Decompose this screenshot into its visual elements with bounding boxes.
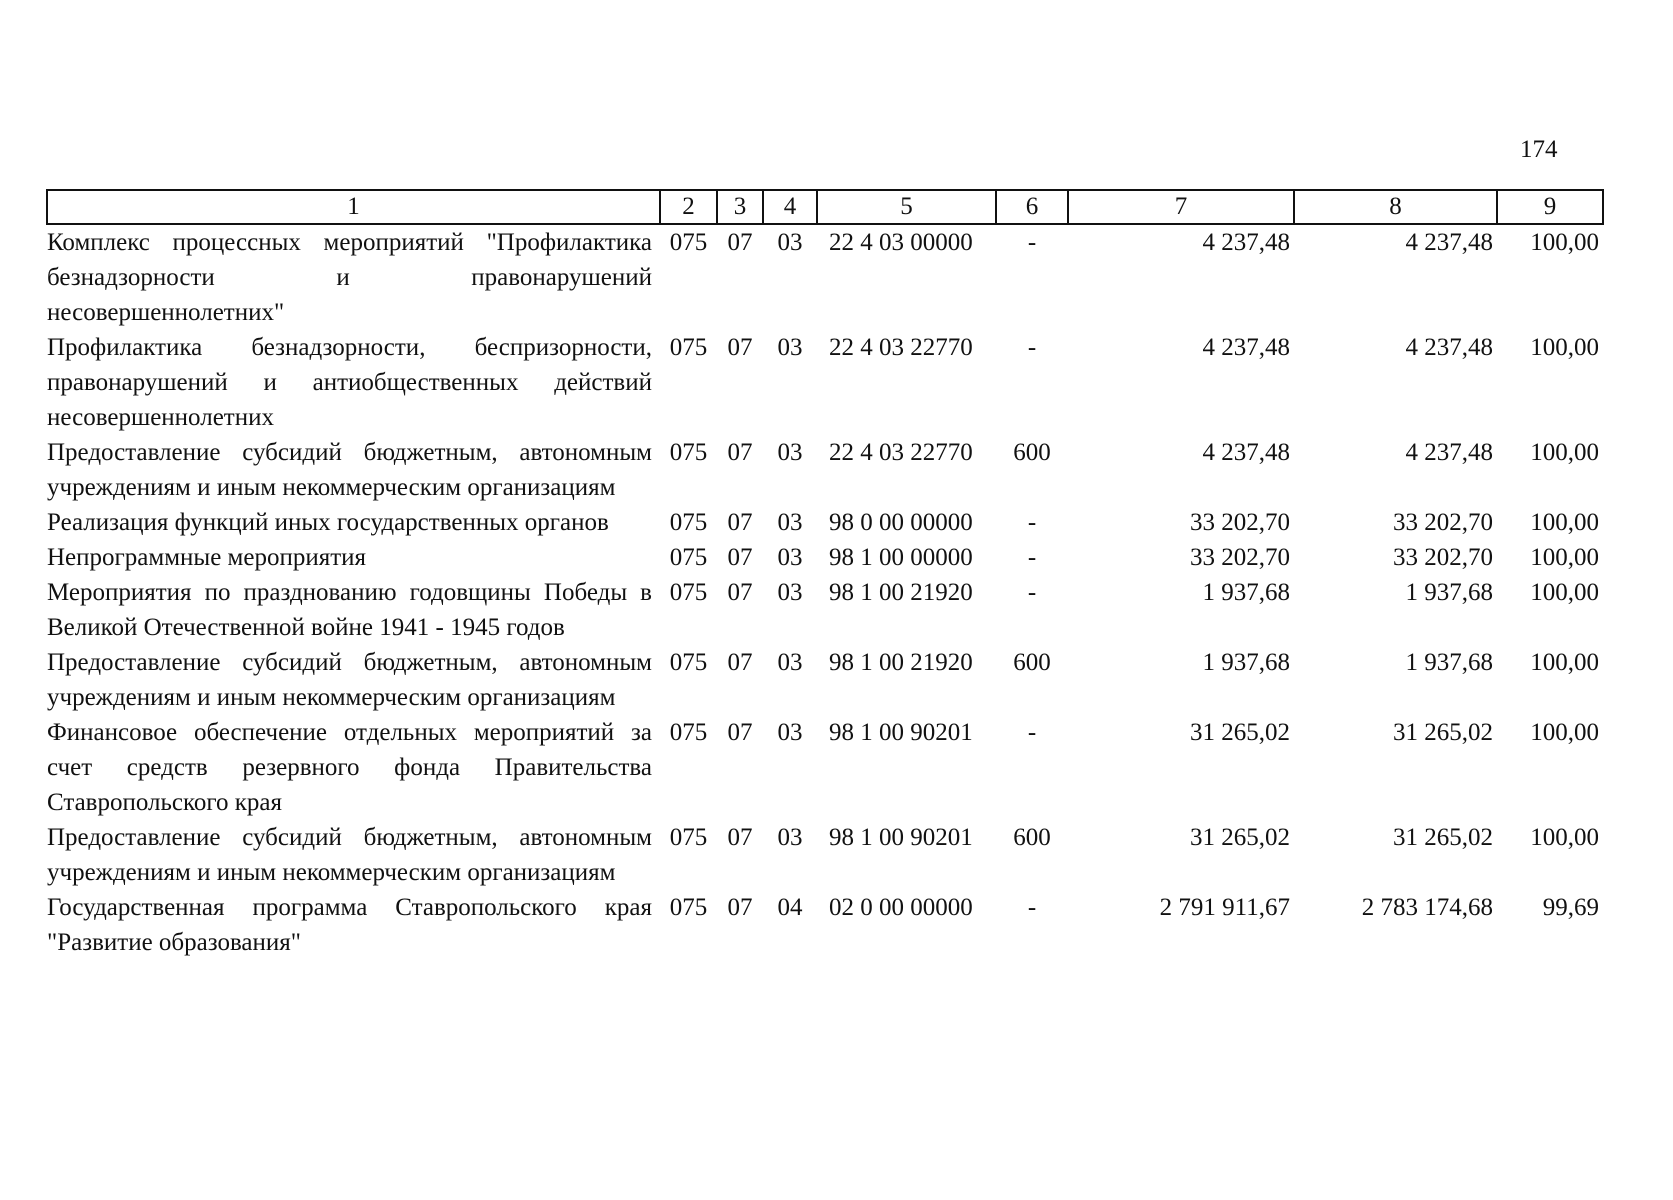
row-code-6: -	[1027, 509, 1037, 536]
row-value-7: 33 202,70	[1190, 509, 1290, 536]
row-code-5: 98 1 00 21920	[829, 649, 973, 676]
row-code-3: 07	[727, 544, 753, 571]
row-code-2: 075	[669, 719, 708, 746]
row-value-7: 31 265,02	[1190, 719, 1290, 746]
row-value-7: 4 237,48	[1202, 439, 1290, 466]
row-value-8: 4 237,48	[1405, 439, 1493, 466]
header-col-3: 3	[717, 190, 763, 224]
row-code-5: 22 4 03 00000	[829, 229, 973, 256]
header-col-7: 7	[1068, 190, 1294, 224]
row-code-2: 075	[669, 579, 708, 606]
row-code-2: 075	[669, 439, 708, 466]
row-code-2: 075	[669, 544, 708, 571]
row-name: Непрограммные мероприятия	[47, 544, 367, 571]
row-name: Комплекс процессных мероприятий "Профилактика безнадзорности и правонарушений несовершеннолетних"	[47, 229, 652, 326]
row-code-6: -	[1027, 894, 1037, 921]
table-row	[47, 575, 1603, 645]
row-name: Финансовое обеспечение отдельных мероприятий за счет средств резервного фонда Правительства Ставропольского края	[47, 719, 652, 816]
row-value-8: 4 237,48	[1405, 334, 1493, 361]
row-code-2: 075	[669, 649, 708, 676]
row-code-3: 07	[727, 824, 753, 851]
row-code-2: 075	[669, 229, 708, 256]
row-name: Государственная программа Ставропольского края "Развитие образования"	[47, 894, 652, 956]
row-value-9: 99,69	[1542, 894, 1599, 921]
row-code-6: -	[1027, 229, 1037, 256]
row-code-4: 03	[777, 439, 803, 466]
row-value-9: 100,00	[1530, 334, 1599, 361]
header-row	[47, 190, 1603, 224]
row-value-9: 100,00	[1530, 509, 1599, 536]
row-code-5: 02 0 00 00000	[829, 894, 973, 921]
row-code-6: 600	[1013, 649, 1051, 676]
row-value-8: 2 783 174,68	[1361, 894, 1493, 921]
row-value-7: 1 937,68	[1202, 579, 1290, 606]
row-value-7: 2 791 911,67	[1159, 894, 1290, 921]
table-row	[47, 715, 1603, 820]
row-code-2: 075	[669, 509, 708, 536]
row-code-4: 03	[777, 579, 803, 606]
row-code-5: 98 1 00 90201	[829, 719, 973, 746]
row-code-4: 03	[777, 509, 803, 536]
row-code-4: 03	[777, 719, 803, 746]
page-number: 174	[1520, 136, 1558, 163]
table-row	[47, 820, 1603, 890]
table-row	[47, 890, 1603, 960]
row-value-7: 4 237,48	[1202, 229, 1290, 256]
table-row	[47, 224, 1603, 330]
row-code-4: 04	[777, 894, 803, 921]
row-value-9: 100,00	[1530, 719, 1599, 746]
row-code-3: 07	[727, 509, 753, 536]
row-name: Реализация функций иных государственных органов	[47, 509, 609, 536]
row-value-7: 33 202,70	[1190, 544, 1290, 571]
row-code-2: 075	[669, 334, 708, 361]
row-code-5: 22 4 03 22770	[829, 439, 973, 466]
row-code-6: -	[1027, 579, 1037, 606]
row-value-9: 100,00	[1530, 544, 1599, 571]
row-code-6: -	[1027, 719, 1037, 746]
row-code-4: 03	[777, 334, 803, 361]
row-value-8: 4 237,48	[1405, 229, 1493, 256]
row-value-7: 1 937,68	[1202, 649, 1290, 676]
header-col-2: 2	[660, 190, 717, 224]
row-code-5: 98 1 00 00000	[829, 544, 973, 571]
table-row	[47, 330, 1603, 435]
header-col-9: 9	[1497, 190, 1603, 224]
row-code-6: -	[1027, 544, 1037, 571]
row-code-3: 07	[727, 649, 753, 676]
row-value-8: 31 265,02	[1393, 719, 1493, 746]
table-row	[47, 540, 1603, 575]
header-col-5: 5	[817, 190, 996, 224]
row-code-2: 075	[669, 824, 708, 851]
row-code-3: 07	[727, 439, 753, 466]
row-name: Предоставление субсидий бюджетным, автономным учреждениям и иным некоммерческим организациям	[47, 649, 652, 711]
row-code-6: 600	[1013, 824, 1051, 851]
header-col-4: 4	[763, 190, 817, 224]
row-code-5: 22 4 03 22770	[829, 334, 973, 361]
row-name: Предоставление субсидий бюджетным, автономным учреждениям и иным некоммерческим организациям	[47, 439, 652, 501]
row-code-3: 07	[727, 579, 753, 606]
row-value-7: 4 237,48	[1202, 334, 1290, 361]
row-code-6: 600	[1013, 439, 1051, 466]
row-value-9: 100,00	[1530, 824, 1599, 851]
row-code-2: 075	[669, 894, 708, 921]
row-code-5: 98 1 00 21920	[829, 579, 973, 606]
header-col-6: 6	[996, 190, 1068, 224]
row-name: Мероприятия по празднованию годовщины Победы в Великой Отечественной войне 1941 - 1945 годов	[47, 579, 652, 641]
row-name: Профилактика безнадзорности, беспризорности, правонарушений и антиобщественных действий несовершеннолетних	[47, 334, 652, 431]
row-code-3: 07	[727, 719, 753, 746]
row-code-3: 07	[727, 894, 753, 921]
row-code-4: 03	[777, 649, 803, 676]
row-code-3: 07	[727, 334, 753, 361]
table-row	[47, 645, 1603, 715]
row-value-7: 31 265,02	[1190, 824, 1290, 851]
table-row	[47, 435, 1603, 505]
row-value-9: 100,00	[1530, 229, 1599, 256]
row-code-5: 98 1 00 90201	[829, 824, 973, 851]
row-value-9: 100,00	[1530, 439, 1599, 466]
row-value-9: 100,00	[1530, 649, 1599, 676]
header-col-8: 8	[1294, 190, 1497, 224]
row-name: Предоставление субсидий бюджетным, автономным учреждениям и иным некоммерческим организациям	[47, 824, 652, 886]
row-value-9: 100,00	[1530, 579, 1599, 606]
header-col-1: 1	[47, 190, 660, 224]
row-value-8: 33 202,70	[1393, 544, 1493, 571]
row-code-4: 03	[777, 544, 803, 571]
row-value-8: 33 202,70	[1393, 509, 1493, 536]
row-code-3: 07	[727, 229, 753, 256]
budget-table	[46, 189, 1604, 960]
row-code-4: 03	[777, 229, 803, 256]
row-code-5: 98 0 00 00000	[829, 509, 973, 536]
row-value-8: 31 265,02	[1393, 824, 1493, 851]
table-row	[47, 505, 1603, 540]
row-code-4: 03	[777, 824, 803, 851]
row-value-8: 1 937,68	[1405, 579, 1493, 606]
row-code-6: -	[1027, 334, 1037, 361]
row-value-8: 1 937,68	[1405, 649, 1493, 676]
